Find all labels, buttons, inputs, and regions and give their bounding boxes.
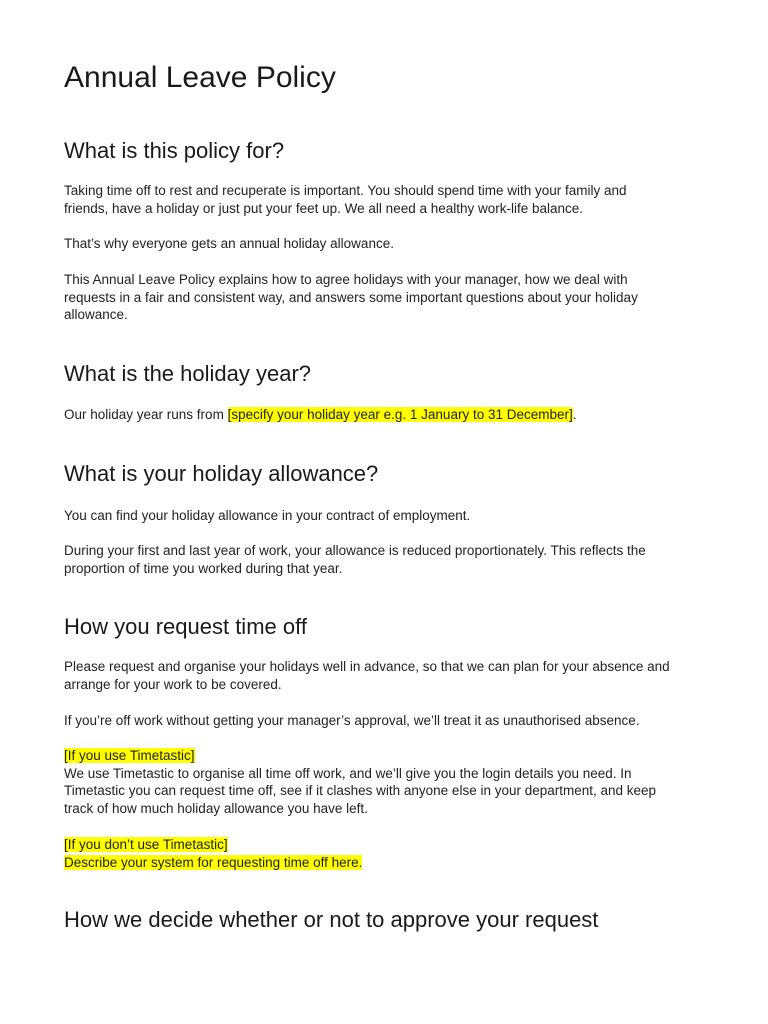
text-line: If you’re off work without getting your manager’s approval, we’ll treat it as unauthorised absence. — [64, 713, 640, 728]
text-line: Taking time off to rest and recuperate is important. You should spend time with your family and — [64, 183, 627, 198]
text-line: requests in a fair and consistent way, and answers some important questions about your holiday — [64, 289, 638, 305]
text-line: track of how much holiday allowance you have left. — [64, 800, 368, 816]
paragraph-request-2 — [64, 712, 714, 730]
text-line: allowance. — [64, 307, 128, 322]
text-line: friends, have a holiday or just put your feet up. We all need a healthy work-life balance. — [64, 200, 584, 216]
paragraph-no-timetastic — [64, 836, 714, 871]
text-line: You can find your holiday allowance in your contract of employment. — [64, 508, 471, 523]
document-title: Annual Leave Policy — [64, 61, 336, 94]
paragraph-allowance-1 — [64, 507, 714, 525]
text-line — [64, 747, 714, 765]
text-line — [64, 854, 714, 872]
paragraph-holiday-year — [64, 406, 714, 424]
section-heading-approval: How we decide whether or not to approve your request — [64, 907, 599, 932]
text-line: That’s why everyone gets an annual holiday allowance. — [64, 236, 394, 251]
text-line: Timetastic you can request time off, see if it clashes with anyone else in your department, and keep — [64, 783, 657, 798]
text-line: This Annual Leave Policy explains how to agree holidays with your manager, how we deal with — [64, 272, 628, 287]
section-heading-purpose: What is this policy for? — [64, 138, 285, 163]
section-heading-request: How you request time off — [64, 614, 307, 639]
holiday-year-placeholder-highlight: [specify your holiday year e.g. 1 January to 31 December] — [227, 407, 573, 422]
paragraph-allowance-2 — [64, 542, 714, 577]
paragraph-purpose-2 — [64, 235, 714, 253]
text-line: Please request and organise your holidays well in advance, so that we can plan for your absence and — [64, 659, 670, 674]
text-line: During your first and last year of work, your allowance is reduced proportionately. This reflects the — [64, 543, 646, 558]
text-line: We use Timetastic to organise all time off work, and we’ll give you the login details you need. In — [64, 765, 632, 781]
text-line: arrange for your work to be covered. — [64, 676, 282, 692]
text-line — [64, 836, 714, 854]
text-line — [64, 406, 714, 424]
paragraph-purpose-3 — [64, 271, 714, 324]
holiday-year-text-end: . — [572, 407, 577, 422]
text-line: proportion of time you worked during that year. — [64, 560, 343, 576]
timetastic-label-highlight: [If you use Timetastic] — [64, 748, 195, 763]
paragraph-timetastic — [64, 747, 714, 817]
no-timetastic-text-highlight: Describe your system for requesting time off here. — [64, 854, 363, 870]
no-timetastic-label-highlight: [If you don’t use Timetastic] — [64, 837, 228, 852]
paragraph-purpose-1 — [64, 182, 714, 217]
section-heading-allowance: What is your holiday allowance? — [64, 461, 379, 486]
section-heading-holiday-year: What is the holiday year? — [64, 361, 312, 386]
holiday-year-text: Our holiday year runs from — [64, 407, 228, 422]
paragraph-request-1 — [64, 658, 714, 693]
